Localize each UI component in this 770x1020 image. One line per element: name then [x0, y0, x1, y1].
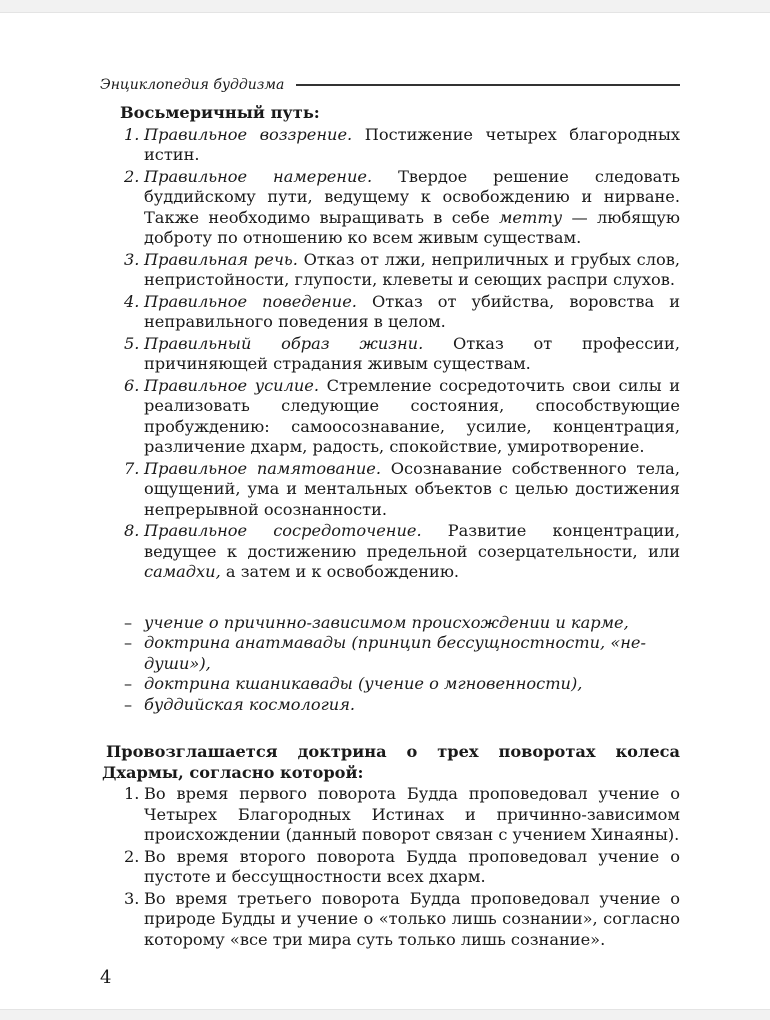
list-item [124, 633, 680, 674]
three-turnings-title: Провозглашается доктрина о трех поворотах колеса Дхармы, согласно которой: [102, 742, 680, 782]
item-body [144, 292, 680, 333]
item-term: Правильный образ жизни. [144, 333, 424, 353]
list-item [124, 167, 680, 249]
item-text: Во время третьего поворота Будда проповедовал учение о природе Будды и учение о «только лишь сознании», согласно которому «все три мира суть только лишь сознание». [144, 888, 680, 949]
list-item [124, 125, 680, 166]
three-turnings-list [124, 784, 680, 950]
item-number: 4. [124, 291, 140, 311]
item-number: 8. [124, 521, 140, 540]
item-number: 3. [124, 249, 140, 269]
item-body [144, 376, 680, 458]
item-term-inline: метту [499, 207, 563, 227]
list-item [124, 784, 680, 846]
item-number: 2. [124, 166, 140, 186]
item-text: Во время второго поворота Будда проповедовал учение о пустоте и бессущностности всех дхарм. [144, 846, 680, 886]
item-body [144, 250, 680, 291]
item-term: Правильное памятование. [144, 458, 382, 478]
list-item [124, 613, 680, 634]
eightfold-path-list [124, 125, 680, 583]
list-item [124, 376, 680, 458]
page-number: 4 [100, 967, 112, 988]
item-text: Отказ от лжи, неприличных и грубых слов, непристойности, глупости, клеветы и сеющих распри слухов. [144, 249, 680, 289]
item-term: Правильное усилие. [144, 375, 320, 395]
list-item [124, 292, 680, 333]
item-text: Постижение четырех благородных истин. [144, 124, 680, 164]
item-number: 1. [124, 124, 140, 144]
list-dash: – [124, 674, 133, 693]
item-number: 7. [124, 458, 140, 478]
list-item [124, 674, 680, 695]
list-item [124, 847, 680, 888]
doctrines-list [124, 613, 680, 716]
item-text: Во время первого поворота Будда проповедовал учение о Четырех Благородных Истинах и причинно-зависимом происхождении (данный поворот связан с учением Хинаяны). [144, 784, 680, 844]
item-term-inline: самадхи, [144, 562, 221, 581]
item-body [144, 167, 680, 249]
list-item [124, 334, 680, 375]
item-term: Правильное воззрение. [144, 124, 353, 144]
item-number: 6. [124, 375, 140, 395]
item-text: Осознавание собственного тела, ощущений, ума и ментальных объектов с целью достижения непрерывной осознанности. [144, 458, 680, 519]
item-term: Правильная речь. [144, 249, 298, 269]
item-text: Развитие концентрации, ведущее к достижению предельной созерцательности, или [144, 521, 680, 561]
list-dash: – [124, 612, 133, 632]
doctrine-text: учение о причинно-зависимом происхождении и карме, [144, 612, 629, 632]
item-text: Отказ от убийства, воровства и неправильного поведения в целом. [144, 291, 680, 331]
item-term: Правильное сосредоточение. [144, 521, 422, 540]
item-body [144, 334, 680, 375]
item-body [144, 521, 680, 583]
item-number: 5. [124, 333, 140, 353]
running-header [100, 75, 680, 95]
list-item [124, 459, 680, 521]
item-text: Отказ от профессии, причиняющей страдания живым существам. [144, 333, 680, 373]
item-body [144, 459, 680, 521]
page-content [102, 103, 680, 950]
list-item [124, 889, 680, 951]
eightfold-path-title: Восьмеричный путь: [120, 103, 320, 122]
item-number: 3. [124, 888, 140, 908]
doctrine-text: буддийская космология. [144, 694, 356, 714]
item-number: 1. [124, 784, 140, 803]
doctrine-text: доктрина анатмавады (принцип бессущностности, «не-души»), [144, 633, 646, 673]
doctrine-text: доктрина кшаникавады (учение о мгновенности), [144, 674, 583, 693]
item-body [144, 125, 680, 166]
list-item [124, 250, 680, 291]
list-dash: – [124, 694, 133, 714]
item-term: Правильное поведение. [144, 291, 357, 311]
book-page [0, 12, 770, 1010]
header-title: Энциклопедия буддизма [100, 77, 285, 93]
item-number: 2. [124, 846, 140, 866]
item-term: Правильное намерение. [144, 166, 373, 186]
list-dash: – [124, 633, 133, 652]
item-text: Твердое решение следовать буддийскому пути, ведущему к освобождению и нирване. Также необходимо выращивать в себе [144, 166, 680, 227]
list-item [124, 695, 680, 716]
list-item [124, 521, 680, 583]
item-text-continued: а затем и к освобождению. [225, 562, 460, 581]
item-text: Стремление сосредоточить свои силы и реализовать следующие состояния, способствующие пробуждению: самоосознавание, усилие, концентрация, различение дхарм, радость, спокойствие, умиротворение. [144, 375, 680, 456]
item-text-continued: — любящую доброту по отношению ко всем живым существам. [144, 207, 680, 247]
header-rule [296, 84, 680, 86]
